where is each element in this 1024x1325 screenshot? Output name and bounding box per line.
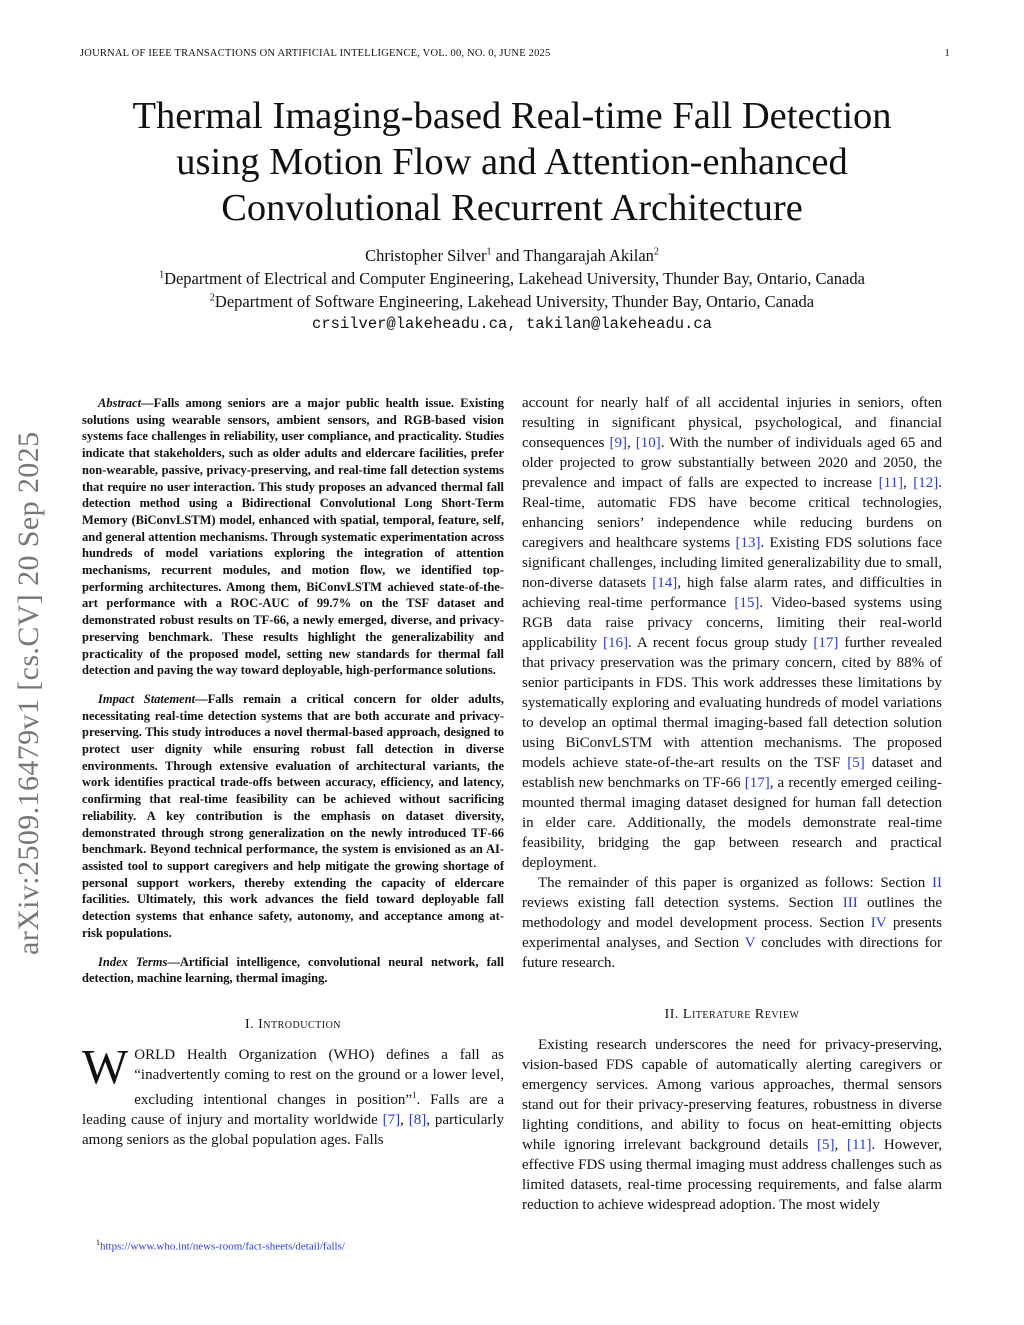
impact-text: —Falls remain a critical concern for older adults, necessitating real-time detection systems that are both accurate and privacy-preserving. This study introduces a novel thermal-based approach, designed to protect user dignity while ensuring robust fall detection in diverse environments. Through extensive evaluation of architectural variants, the work identifies practical trade-offs between accuracy, efficiency, and latency, confirming that real-time feasibility can be achieved without sacrificing reliability. A key contribution is the emphasis on dataset diversity, demonstrated through strong generalization on the newly introduced TF-66 benchmark. Beyond technical performance, the system is envisioned as an AI-assisted tool to support caregivers and help mitigate the growing shortage of personal support workers, thereby extending the capacity of eldercare facilities. Ultimately, this work advances the field toward deployable fall detection systems that enhance safety, autonomy, and acceptance among at-risk populations. (82, 691, 504, 940)
intro-text: , (400, 1111, 409, 1128)
impact-label: Impact Statement (98, 691, 196, 706)
journal-header: JOURNAL OF IEEE TRANSACTIONS ON ARTIFICIAL INTELLIGENCE, VOL. 00, NO. 0, JUNE 2025 (80, 48, 551, 59)
citation-link[interactable]: [8] (408, 1111, 427, 1128)
citation-link[interactable]: [5] (817, 1137, 835, 1153)
author-name: Thangarajah Akilan (523, 246, 654, 265)
body-text: . Real-time, automatic FDS have become critical technologies, enhancing seniors’ independence while reducing burdens on caregivers and healthcare systems (522, 475, 943, 551)
title-line: Thermal Imaging-based Real-time Fall Detection (132, 95, 892, 137)
citation-link[interactable]: [10] (635, 435, 661, 451)
citation-link[interactable]: [11] (878, 475, 904, 491)
affiliation-text: Department of Electrical and Computer Engineering, Lakehead University, Thunder Bay, Ontario, Canada (164, 269, 865, 288)
citation-link[interactable]: [7] (382, 1111, 401, 1128)
right-column (522, 393, 942, 1215)
body-text: outlines the methodology and model development process. Section (522, 895, 942, 931)
body-text: . With the number of individuals aged 65 and older projected to grow substantially between 2020 and 2050, the prevalence and impact of falls are expected to increase (522, 435, 942, 491)
body-text: dataset and establish new benchmarks on TF-66 (522, 755, 942, 791)
organization-paragraph (522, 873, 942, 973)
body-text: further revealed that privacy preservation was the primary concern, cited by 88% of senior participants in FDS. This work addresses these limitations by systematically exploring and evaluating hundreds of model variations to develop an optimal thermal imaging-based fall detection solution using BiConvLSTM with attention mechanisms. The proposed models achieve state-of-the-art results on the TSF (522, 635, 942, 771)
footnote-marker: 1 (412, 1089, 417, 1100)
section-link[interactable]: II (932, 875, 942, 891)
abstract-text: —Falls among seniors are a major public health issue. Existing solutions using wearable sensors, ambient sensors, and RGB-based vision systems face challenges in reliability, user compliance, and practicality. Studies indicate that stakeholders, such as older adults and eldercare facilities, prefer non-wearable, passive, privacy-preserving, and real-time fall detection systems that require no user interaction. This study proposes an advanced thermal fall detection method using a Bidirectional Convolutional Long Short-Term Memory (BiConvLSTM) model, enhanced with spatial, temporal, feature, self, and general attention mechanisms. Through systematic experimentation across hundreds of model variations exploring the integration of attention mechanisms, recurrent modules, and motion flow, we identified top-performing architectures. Among them, BiConvLSTM achieved state-of-the-art performance with a ROC-AUC of 99.7% on the TSF dataset and demonstrated robust results on TF-66, a newly emerged, diverse, and privacy-preserving benchmark. These results highlight the generalizability and practicality of the proposed model, setting new standards for thermal fall detection and paving the way toward deployable, high-performance solutions. (82, 396, 504, 678)
impact-statement (82, 691, 504, 942)
section-heading-introduction: I. Introduction (244, 1016, 342, 1032)
body-text: , (834, 1137, 847, 1153)
citation-link[interactable]: [16] (602, 635, 628, 651)
intro-text: . Falls are a leading cause of injury and mortality worldwide (82, 1091, 505, 1128)
body-text: , (903, 475, 914, 491)
literature-paragraph (522, 1035, 942, 1215)
title-line: using Motion Flow and Attention-enhanced (176, 141, 848, 183)
affiliation-sup: 1 (159, 269, 165, 281)
body-text: reviews existing fall detection systems. Section (522, 895, 843, 911)
citation-link[interactable]: [5] (847, 755, 865, 771)
body-text: , high false alarm rates, and difficulties in achieving real-time performance (522, 575, 942, 611)
citation-link[interactable]: [9] (609, 435, 627, 451)
citation-link[interactable]: [17] (813, 635, 839, 651)
section-link[interactable]: V (744, 935, 756, 951)
citation-link[interactable]: [14] (652, 575, 678, 591)
section-heading-literature-review: II. Literature Review (664, 1007, 800, 1022)
body-text: account for nearly half of all accidental injuries in seniors, often resulting in significant physical, psychological, and financial consequences (522, 395, 942, 451)
body-text: presents experimental analyses, and Section (522, 915, 943, 951)
citation-link[interactable]: [17] (744, 775, 770, 791)
intro-continued-paragraph (522, 393, 942, 873)
author-and: and (495, 246, 520, 265)
body-text: . Existing FDS solutions face significant challenges, including limited generalizability due to small, non-diverse datasets (522, 535, 942, 591)
intro-paragraph (82, 1038, 505, 1150)
body-text: , (626, 435, 636, 451)
body-text: Existing research underscores the need for privacy-preserving, vision-based FDS capable of automatically alerting caregivers or emergency services. Among various approaches, thermal sensors stand out for their privacy-preserving features, robustness in diverse lighting conditions, and ability to focus on heat-emitting objects while ignoring irrelevant background details (522, 1037, 942, 1153)
affiliation-2 (60, 290, 964, 313)
author-emails: crsilver@lakeheadu.ca, takilan@lakeheadu.ca (312, 315, 712, 333)
author-block (60, 244, 964, 336)
author-line (60, 244, 964, 267)
citation-link[interactable]: [12] (913, 475, 939, 491)
affiliation-1 (60, 267, 964, 290)
author-sup: 2 (653, 246, 659, 258)
arxiv-stamp: arXiv:2509.16479v1 [cs.CV] 20 Sep 2025 (12, 431, 45, 955)
section-link[interactable]: III (842, 895, 858, 911)
abstract-label: Abstract (98, 396, 142, 410)
footnote (96, 1238, 516, 1253)
page-number: 1 (944, 48, 950, 59)
affiliation-sup: 2 (209, 292, 215, 304)
body-text: . However, effective FDS using thermal imaging must address challenges such as limited datasets, real-time processing requirements, and false alarm reduction to achieve widespread adoption. The most widely (522, 1137, 943, 1213)
citation-link[interactable]: [15] (734, 595, 760, 611)
author-name: Christopher Silver (365, 246, 487, 265)
index-terms-text: —Artificial intelligence, convolutional neural network, fall detection, machine learning, thermal imaging. (82, 954, 505, 986)
body-text: , a recently emerged ceiling-mounted thermal imaging dataset designed for human fall detection in elder care. Additionally, the models demonstrate real-time feasibility, bridging the gap between research and practical deployment. (522, 775, 943, 871)
section-link[interactable]: IV (870, 915, 887, 931)
index-terms (82, 954, 504, 987)
title-line: Convolutional Recurrent Architecture (221, 187, 803, 229)
intro-text: , particularly among seniors as the global population ages. Falls (82, 1111, 505, 1148)
running-header (80, 48, 950, 68)
affiliation-text: Department of Software Engineering, Lakehead University, Thunder Bay, Ontario, Canada (214, 292, 815, 311)
abstract (82, 395, 504, 679)
index-terms-label: Index Terms (98, 954, 168, 969)
intro-text: ORLD Health Organization (WHO) defines a fall as “inadvertently coming to rest on the ground or a lower level, excluding intentional changes in position” (134, 1046, 504, 1108)
body-text: . A recent focus group study (627, 635, 814, 651)
body-text: concludes with directions for future research. (522, 935, 942, 971)
citation-link[interactable]: [13] (735, 535, 761, 551)
footnote-sup: 1 (96, 1238, 100, 1247)
paper-title (60, 93, 964, 231)
author-sup: 1 (486, 246, 492, 258)
drop-cap: W (82, 1038, 129, 1094)
body-text: The remainder of this paper is organized as follows: Section (538, 875, 932, 891)
body-text: . Video-based systems using RGB data raise privacy concerns, limiting their real-world applicability (522, 595, 942, 651)
left-column (82, 395, 504, 1150)
citation-link[interactable]: [11] (847, 1137, 872, 1153)
footnote-link[interactable]: https://www.who.int/news-room/fact-sheets/detail/falls/ (100, 1240, 345, 1253)
